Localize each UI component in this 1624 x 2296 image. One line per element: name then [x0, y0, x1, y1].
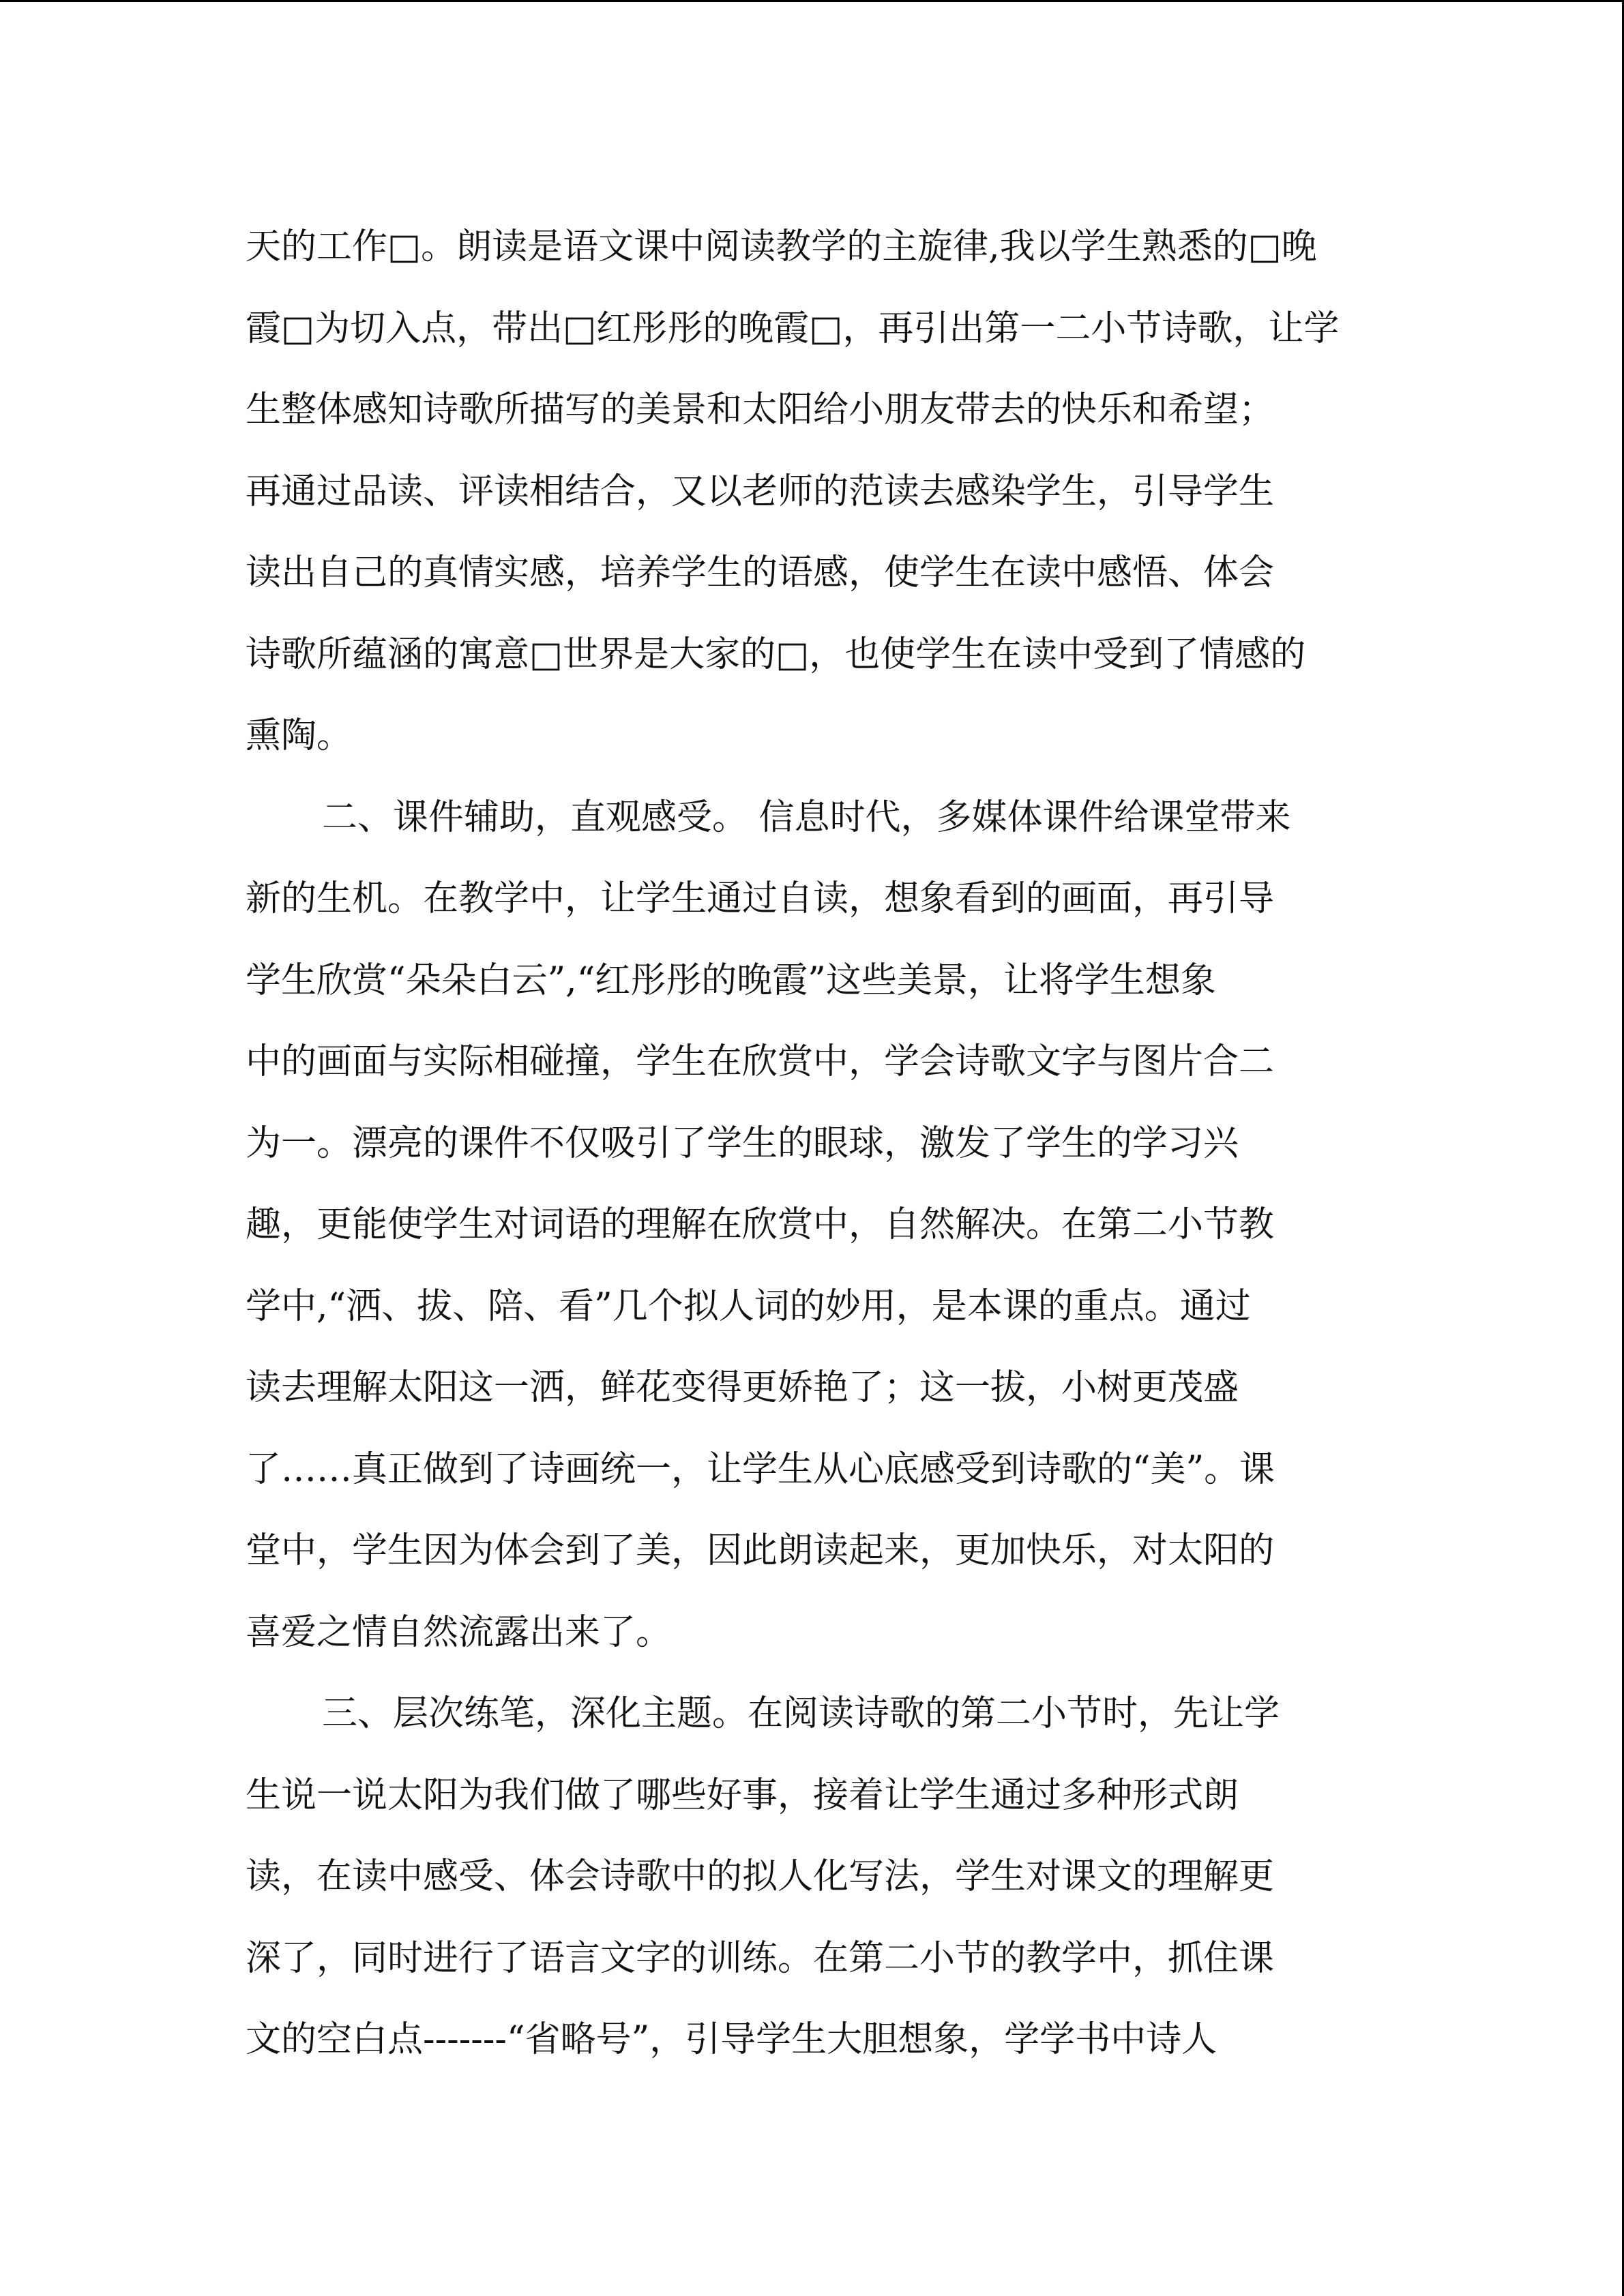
text-line: 生说一说太阳为我们做了哪些好事，接着让学生通过多种形式朗: [246, 1774, 1239, 1816]
text-line: 读，在读中感受、体会诗歌中的拟人化写法，学生对课文的理解更: [246, 1856, 1275, 1897]
body-text: [246, 207, 1378, 2081]
text-line: 趣，更能使学生对词语的理解在欣赏中，自然解决。在第二小节教: [246, 1204, 1275, 1245]
text-line: 三、层次练笔，深化主题。在阅读诗歌的第二小节时，先让学: [322, 1693, 1280, 1734]
text-line: 霞□为切入点，带出□红彤彤的晚霞□，再引出第一二小节诗歌，让学: [246, 308, 1340, 349]
text-line: 熏陶。: [246, 715, 353, 756]
text-line: 读出自己的真情实感，培养学生的语感，使学生在读中感悟、体会: [246, 552, 1275, 593]
text-line: 了……真正做到了诗画统一，让学生从心底感受到诗歌的“美”。课: [246, 1448, 1275, 1490]
text-line: 喜爱之情自然流露出来了。: [246, 1611, 672, 1653]
text-line: 天的工作□。朗读是语文课中阅读教学的主旋律,我以学生熟悉的□晚: [246, 226, 1317, 267]
text-line: 诗歌所蕴涵的寓意□世界是大家的□，也使学生在读中受到了情感的: [246, 633, 1306, 675]
text-line: 学中,“洒、拔、陪、看”几个拟人词的妙用，是本课的重点。通过: [246, 1285, 1251, 1327]
text-line: 学生欣赏“朵朵白云”,“红彤彤的晚霞”这些美景，让将学生想象: [246, 959, 1216, 1001]
text-line: 文的空白点-------“省略号”，引导学生大胆想象，学学书中诗人: [246, 2019, 1217, 2060]
text-line: 二、课件辅助，直观感受。 信息时代，多媒体课件给课堂带来: [322, 796, 1291, 838]
text-line: 堂中，学生因为体会到了美，因此朗读起来，更加快乐，对太阳的: [246, 1530, 1275, 1571]
text-line: 为一。漂亮的课件不仅吸引了学生的眼球，激发了学生的学习兴: [246, 1122, 1239, 1164]
text-line: 生整体感知诗歌所描写的美景和太阳给小朋友带去的快乐和希望；: [246, 389, 1275, 430]
text-line: 深了，同时进行了语言文字的训练。在第二小节的教学中，抓住课: [246, 1937, 1275, 1979]
text-line: 再通过品读、评读相结合，又以老师的范读去感染学生，引导学生: [246, 471, 1275, 512]
text-line: 新的生机。在教学中，让学生通过自读，想象看到的画面，再引导: [246, 878, 1275, 919]
text-line: 读去理解太阳这一洒，鲜花变得更娇艳了；这一拔，小树更茂盛: [246, 1367, 1239, 1408]
text-line: 中的画面与实际相碰撞，学生在欣赏中，学会诗歌文字与图片合二: [246, 1041, 1275, 1082]
